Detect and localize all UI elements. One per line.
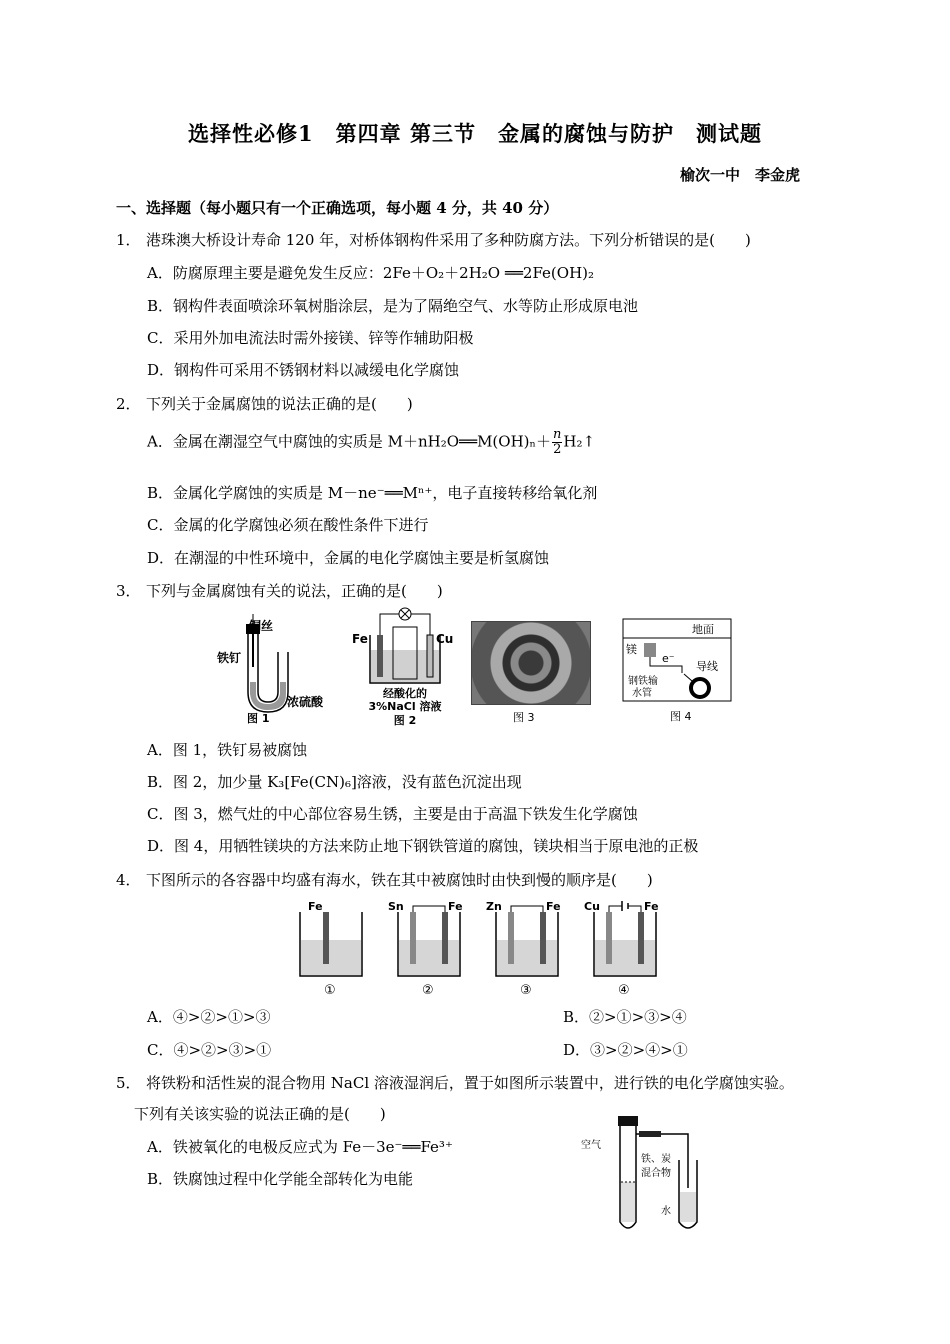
label-pipe-2: 水管 bbox=[632, 688, 652, 699]
label-pipe-1: 钢铁输 bbox=[628, 676, 658, 687]
q3-option-b: B．图 2，加少量 K₃[Fe(CN)₆]溶液，没有蓝色沉淀出现 bbox=[147, 773, 522, 791]
question-stem: 下列与金属腐蚀有关的说法，正确的是( ) bbox=[146, 582, 443, 600]
label-iron-nail: 铁钉 bbox=[217, 651, 242, 665]
beaker-1 bbox=[300, 900, 362, 998]
question-number: 5． bbox=[116, 1074, 141, 1092]
electrode-right: Fe bbox=[644, 900, 659, 913]
beaker-number: ① bbox=[324, 983, 336, 998]
q1-option-a: A．防腐原理主要是避免发生反应：2Fe＋O₂＋2H₂O ══2Fe(OH)₂ bbox=[147, 264, 595, 282]
q4-option-a: A．④>②>①>③ bbox=[147, 1008, 271, 1026]
q4-option-b: B．②>①>③>④ bbox=[563, 1008, 687, 1026]
author: 榆次一中 李金虎 bbox=[679, 166, 800, 184]
label-solution-2: 3%NaCl 溶液 bbox=[368, 700, 442, 713]
question-stem: 下列关于金属腐蚀的说法正确的是( ) bbox=[146, 395, 413, 413]
question-1 bbox=[116, 229, 751, 250]
q3-option-a: A．图 1，铁钉易被腐蚀 bbox=[147, 741, 308, 759]
beaker-3 bbox=[486, 900, 561, 998]
figure-4-pipeline bbox=[622, 618, 734, 728]
question-3 bbox=[116, 580, 443, 601]
electrode-right: Fe bbox=[546, 900, 561, 913]
fraction-denominator: 2 bbox=[553, 442, 562, 457]
label-acid: 浓硫酸 bbox=[287, 695, 324, 709]
question-number: 2． bbox=[116, 395, 141, 413]
q2-option-a bbox=[147, 428, 595, 457]
question-stem: 下图所示的各容器中均盛有海水，铁在其中被腐蚀时由快到慢的顺序是( ) bbox=[146, 871, 653, 889]
label-mg: 镁 bbox=[626, 643, 637, 656]
label-water: 水 bbox=[661, 1206, 671, 1217]
q1-option-b: B．钢构件表面喷涂环氧树脂涂层，是为了隔绝空气、水等防止形成原电池 bbox=[147, 297, 639, 315]
figure-caption: 图 3 bbox=[513, 711, 535, 724]
question-stem: 港珠澳大桥设计寿命 120 年，对桥体钢构件采用了多种防腐方法。下列分析错误的是( ) bbox=[146, 231, 751, 249]
fraction bbox=[552, 428, 562, 457]
label-cu: Cu bbox=[436, 632, 454, 646]
q5-option-b: B．铁腐蚀过程中化学能全部转化为电能 bbox=[147, 1170, 414, 1188]
label-mixture-1: 铁、炭 bbox=[641, 1154, 671, 1165]
q3-option-d: D．图 4，用牺牲镁块的方法来防止地下钢铁管道的腐蚀，镁块相当于原电池的正极 bbox=[147, 837, 699, 855]
stopper-icon bbox=[618, 1116, 638, 1126]
label-copper-wire: 铜丝 bbox=[249, 619, 274, 633]
electrode-right: Fe bbox=[448, 900, 463, 913]
electrode-left: Cu bbox=[584, 900, 600, 913]
fe-electrode bbox=[377, 635, 383, 677]
label-electron: e⁻ bbox=[662, 652, 675, 665]
electrode-left: Sn bbox=[388, 900, 404, 913]
electrode-left: Zn bbox=[486, 900, 502, 913]
figure-1-u-tube bbox=[215, 612, 335, 727]
figure-beakers bbox=[290, 898, 670, 1000]
q2-option-c: C．金属的化学腐蚀必须在酸性条件下进行 bbox=[147, 516, 429, 534]
q1-option-d: D．钢构件可采用不锈钢材料以减缓电化学腐蚀 bbox=[147, 361, 460, 379]
q5-option-a: A．铁被氧化的电极反应式为 Fe－3e⁻══Fe³⁺ bbox=[147, 1138, 453, 1156]
q2-option-d: D．在潮湿的中性环境中，金属的电化学腐蚀主要是析氢腐蚀 bbox=[147, 549, 550, 567]
figure-caption: 图 2 bbox=[393, 714, 417, 727]
label-air: 空气 bbox=[581, 1140, 601, 1151]
question-5 bbox=[116, 1072, 794, 1093]
beaker-number: ③ bbox=[520, 983, 532, 998]
question-4 bbox=[116, 869, 653, 890]
label-mixture-2: 混合物 bbox=[641, 1168, 671, 1179]
cu-electrode bbox=[427, 635, 433, 677]
beaker-4 bbox=[584, 900, 659, 998]
question-2 bbox=[116, 393, 413, 414]
q3-option-c: C．图 3，燃气灶的中心部位容易生锈，主要是由于高温下铁发生化学腐蚀 bbox=[147, 805, 638, 823]
question-number: 1． bbox=[116, 231, 141, 249]
question-number: 4． bbox=[116, 871, 141, 889]
figure-2-cell bbox=[350, 605, 460, 730]
label-fe: Fe bbox=[352, 632, 368, 646]
q4-option-d: D．③>②>④>① bbox=[563, 1041, 688, 1059]
beaker-number: ④ bbox=[618, 983, 630, 998]
beaker-2 bbox=[388, 900, 463, 998]
fraction-numerator: n bbox=[553, 427, 562, 442]
figure-3-photo bbox=[471, 621, 591, 705]
figure-caption: 图 4 bbox=[670, 710, 692, 723]
figure-q5-apparatus bbox=[575, 1110, 725, 1238]
option-text: H₂↑ bbox=[563, 432, 596, 451]
figure-caption: 图 1 bbox=[247, 712, 270, 725]
option-text: A．金属在潮湿空气中腐蚀的实质是 M＋nH₂O══M(OH)ₙ＋ bbox=[147, 432, 552, 451]
q4-option-c: C．④>②>③>① bbox=[147, 1041, 272, 1059]
question-stem: 将铁粉和活性炭的混合物用 NaCl 溶液湿润后，置于如图所示装置中，进行铁的电化学腐蚀实验。 bbox=[146, 1074, 794, 1092]
label-solution-1: 经酸化的 bbox=[383, 687, 427, 700]
q1-option-c: C．采用外加电流法时需外接镁、锌等作辅助阳极 bbox=[147, 329, 474, 347]
electrode-left: Fe bbox=[308, 900, 323, 913]
label-ground: 地面 bbox=[692, 623, 714, 636]
beaker-number: ② bbox=[422, 983, 434, 998]
label-wire: 导线 bbox=[696, 660, 718, 673]
q2-option-b: B．金属化学腐蚀的实质是 M－ne⁻══Mⁿ⁺，电子直接转移给氧化剂 bbox=[147, 484, 598, 502]
magnesium-block-icon bbox=[644, 643, 656, 657]
question-number: 3． bbox=[116, 582, 141, 600]
question-5-line-2: 下列有关该实验的说法正确的是( ) bbox=[134, 1105, 386, 1123]
section-heading: 一、选择题（每小题只有一个正确选项，每小题 4 分，共 40 分） bbox=[116, 199, 559, 217]
page-title: 选择性必修1 第四章 第三节 金属的腐蚀与防护 测试题 bbox=[188, 121, 762, 146]
